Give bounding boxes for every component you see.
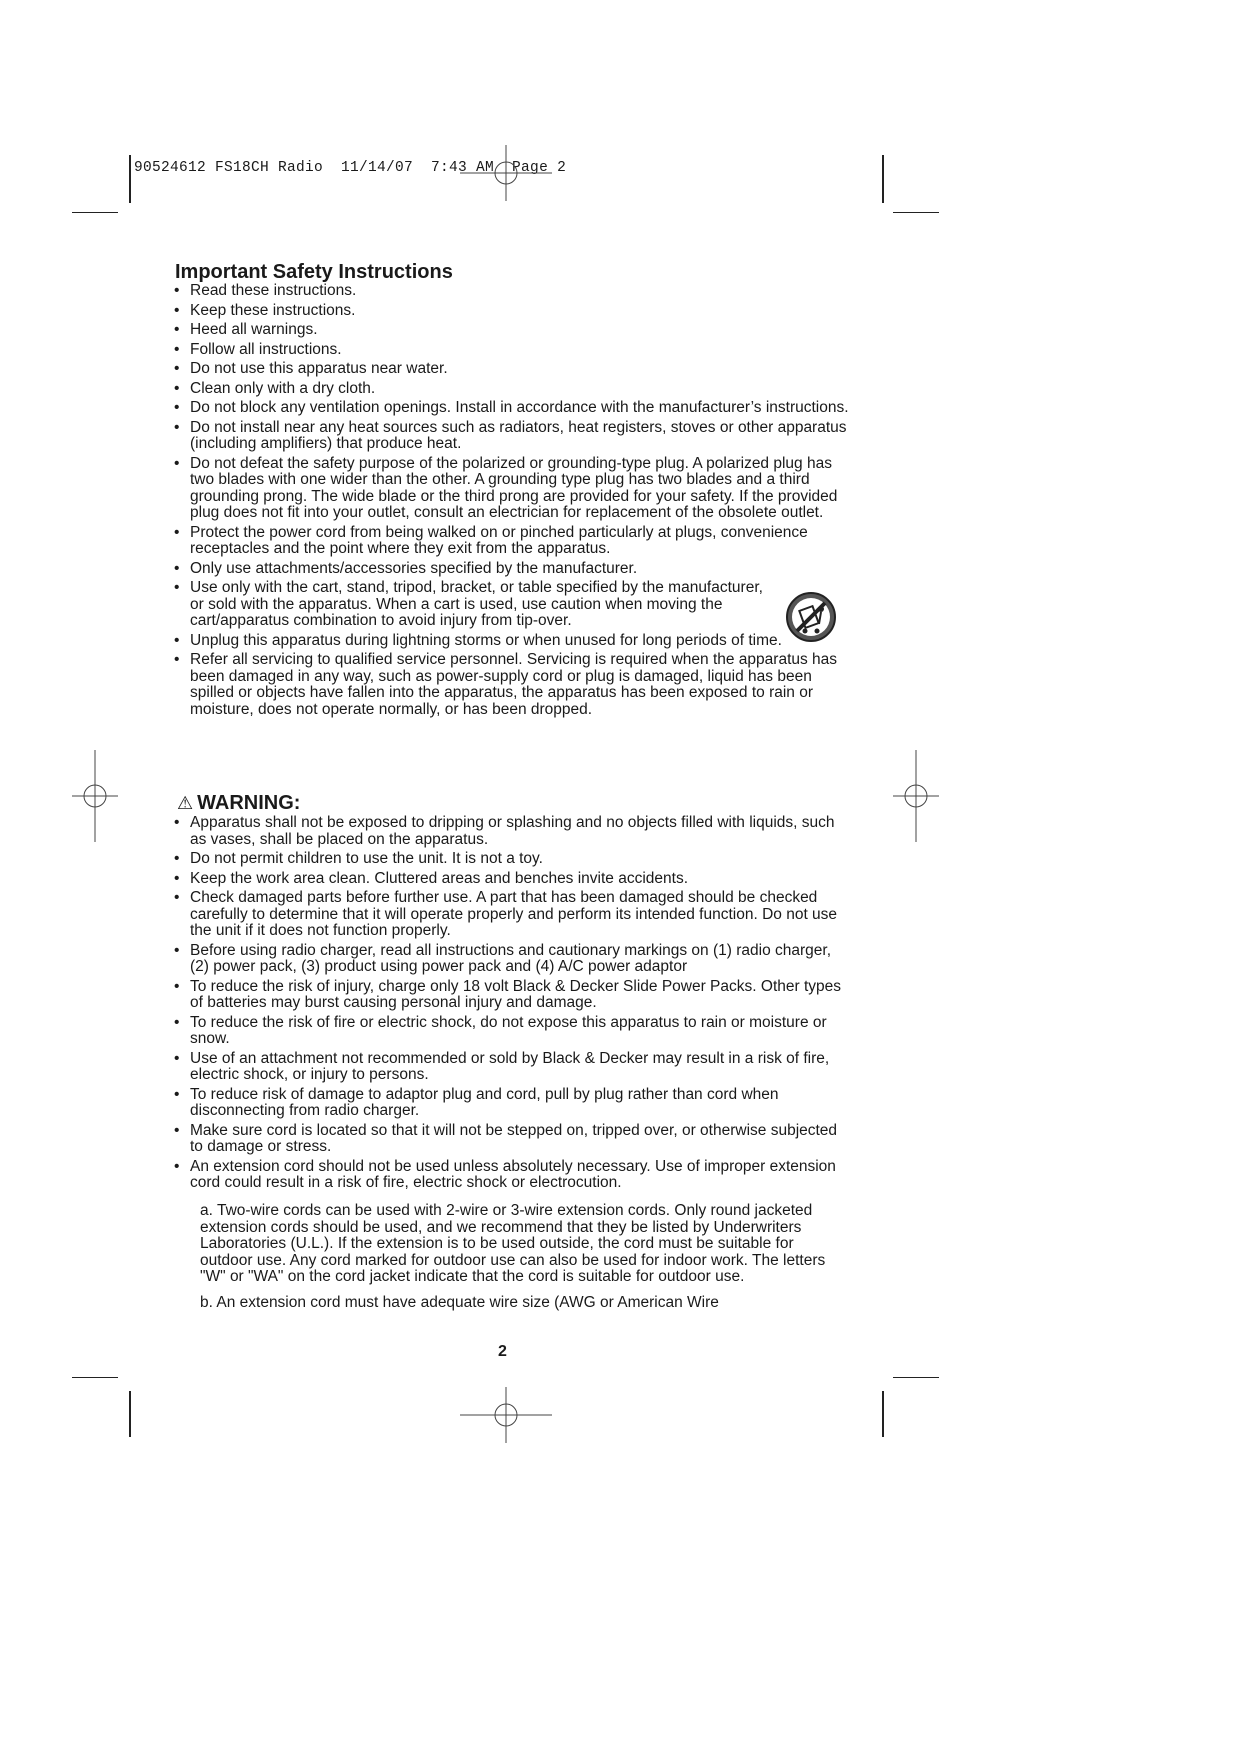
list-item: • Apparatus shall not be exposed to dripping or splashing and no objects filled with liquids, such as vases, shall be placed on the apparatus. <box>173 815 853 848</box>
list-item: • Do not permit children to use the unit. It is not a toy. <box>173 851 853 868</box>
list-item: • Make sure cord is located so that it will not be stepped on, tripped over, or otherwise subjected to damage or stress. <box>173 1123 853 1156</box>
registration-mark-icon <box>460 1387 552 1443</box>
crop-mark-bottom-left-horizontal <box>72 1377 118 1378</box>
warning-triangle-icon: ⚠ <box>177 793 194 813</box>
list-item: • An extension cord should not be used unless absolutely necessary. Use of improper extension cord could result in a risk of fire, electric shock or electrocution. <box>173 1159 853 1192</box>
list-item: • Follow all instructions. <box>173 342 853 359</box>
warning-heading <box>177 792 300 815</box>
list-item: • Before using radio charger, read all instructions and cautionary markings on (1) radio charger, (2) power pack, (3) product using power pack and (4) A/C power adaptor <box>173 943 853 976</box>
list-item: • To reduce the risk of injury, charge only 18 volt Black & Decker Slide Power Packs. Other types of batteries may burst causing personal injury and damage. <box>173 979 853 1012</box>
crop-mark-bottom-left-vertical <box>129 1391 131 1437</box>
list-item: • Heed all warnings. <box>173 322 853 339</box>
crop-mark-bottom-right-vertical <box>882 1391 884 1437</box>
list-item: • To reduce the risk of fire or electric shock, do not expose this apparatus to rain or moisture or snow. <box>173 1015 853 1048</box>
list-item: • Only use attachments/accessories specified by the manufacturer. <box>173 561 853 578</box>
list-item: • Read these instructions. <box>173 283 853 300</box>
list-item: • Protect the power cord from being walked on or pinched particularly at plugs, convenience receptacles and the point where they exit from the apparatus. <box>173 525 853 558</box>
safety-instructions-list <box>173 283 853 721</box>
list-item: • Do not block any ventilation openings. Install in accordance with the manufacturer’s instructions. <box>173 400 853 417</box>
list-item: • Check damaged parts before further use. A part that has been damaged should be checked carefully to determine that it will operate properly and perform its intended function. Do not use the unit if it does not function properly. <box>173 890 853 940</box>
list-item: • Unplug this apparatus during lightning storms or when unused for long periods of time. <box>173 633 853 650</box>
list-item: • Clean only with a dry cloth. <box>173 381 853 398</box>
printer-slug: 90524612 FS18CH Radio 11/14/07 7:43 AM Page 2 <box>134 160 567 176</box>
page-title: Important Safety Instructions <box>175 261 453 283</box>
list-item: • Use of an attachment not recommended or sold by Black & Decker may result in a risk of fire, electric shock, or injury to persons. <box>173 1051 853 1084</box>
list-item: • To reduce risk of damage to adaptor plug and cord, pull by plug rather than cord when disconnecting from radio charger. <box>173 1087 853 1120</box>
list-item: • Use only with the cart, stand, tripod, bracket, or table specified by the manufacturer, or sold with the apparatus. When a cart is used, use caution when moving the cart/apparatus combination to avoid injury from tip-over. <box>173 580 853 630</box>
extension-cord-note-b: b. An extension cord must have adequate wire size (AWG or American Wire <box>200 1294 719 1311</box>
list-item: • Keep these instructions. <box>173 303 853 320</box>
list-item: • Do not install near any heat sources such as radiators, heat registers, stoves or other apparatus (including amplifiers) that produce heat. <box>173 420 853 453</box>
list-item: • Keep the work area clean. Cluttered areas and benches invite accidents. <box>173 871 853 888</box>
crop-mark-top-right-vertical <box>882 155 884 203</box>
page-number: 2 <box>498 1343 507 1360</box>
list-item: • Do not use this apparatus near water. <box>173 361 853 378</box>
crop-mark-top-left-vertical <box>129 155 131 203</box>
crop-mark-top-right-horizontal <box>893 212 939 213</box>
warning-heading-text: WARNING: <box>197 792 301 814</box>
crop-mark-top-left-horizontal <box>72 212 118 213</box>
crop-mark-bottom-right-horizontal <box>893 1377 939 1378</box>
registration-mark-icon <box>72 750 118 842</box>
registration-mark-icon <box>893 750 939 842</box>
registration-mark-icon <box>460 145 552 201</box>
extension-cord-note-a: a. Two-wire cords can be used with 2-wire or 3-wire extension cords. Only round jacketed extension cords should be used, and we recommend that they be listed by Underwriters Laboratories (U.L.). If the extension is to be used outside, the cord must be suitable for outdoor use. Any cord marked for outdoor use can also be used for indoor work. The letters "W" or "WA" on the cord jacket indicate that the cord is suitable for outdoor use. <box>200 1202 826 1285</box>
cart-tip-over-warning-icon <box>785 591 837 643</box>
warning-list <box>173 815 853 1195</box>
list-item: • Refer all servicing to qualified service personnel. Servicing is required when the apparatus has been damaged in any way, such as power-supply cord or plug is damaged, liquid has been spilled or objects have fallen into the apparatus, the apparatus has been exposed to rain or moisture, does not operate normally, or has been dropped. <box>173 652 853 718</box>
list-item: • Do not defeat the safety purpose of the polarized or grounding-type plug. A polarized plug has two blades with one wider than the other. A grounding type plug has two blades and a third grounding prong. The wide blade or the third prong are provided for your safety. If the provided plug does not fit into your outlet, consult an electrician for replacement of the obsolete outlet. <box>173 456 853 522</box>
